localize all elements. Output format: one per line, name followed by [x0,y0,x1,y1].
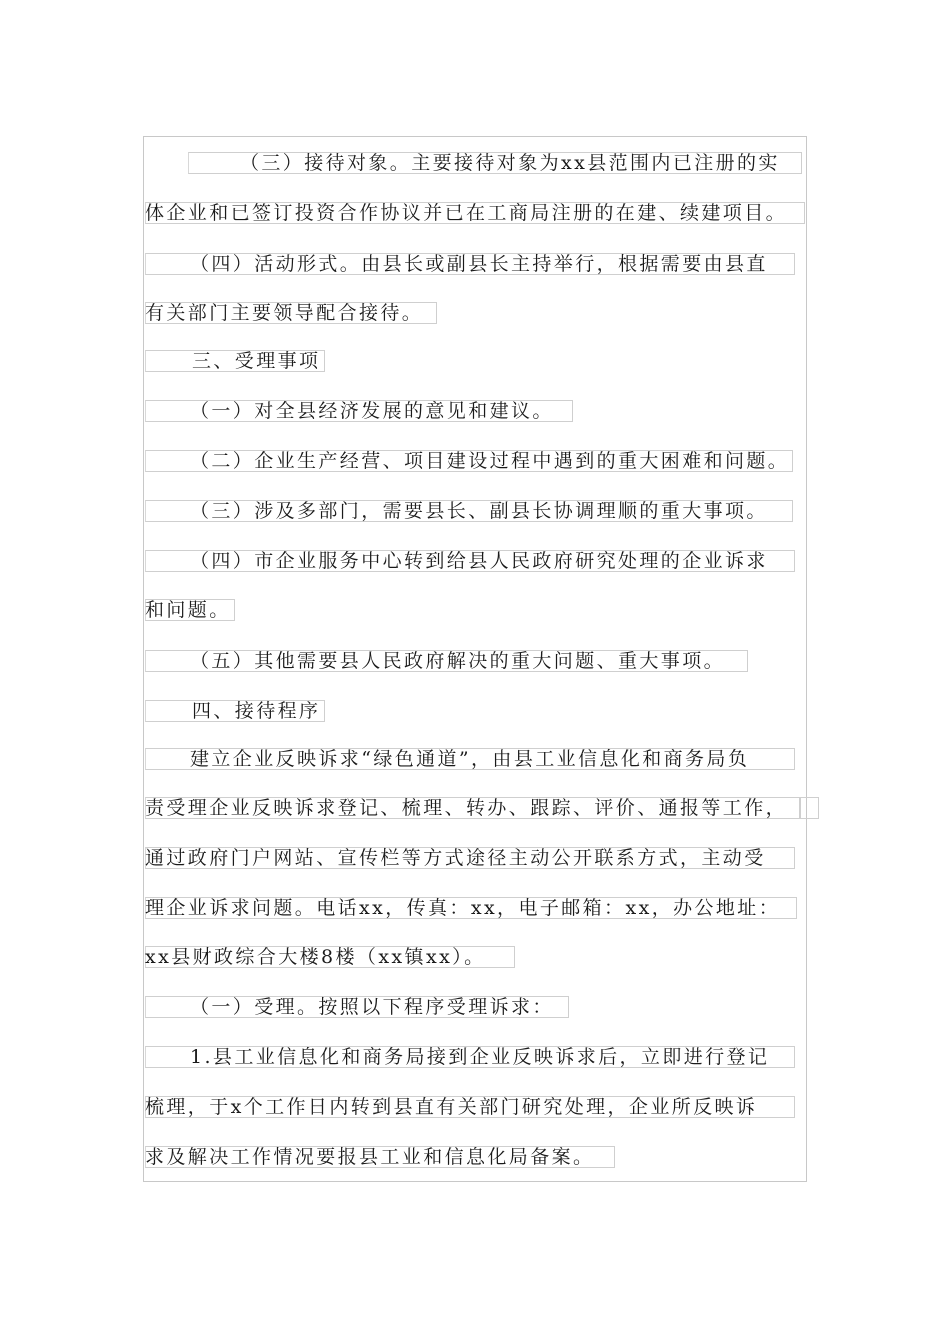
paragraph-line: 理企业诉求问题。电话xx，传真：xx，电子邮箱：xx，办公地址： [145,897,781,919]
section-heading: 三、受理事项 [192,350,321,372]
paragraph-line: xx县财政综合大楼8楼（xx镇xx）。 [145,946,486,968]
section-heading: 四、接待程序 [192,700,321,722]
paragraph-line: 通过政府门户网站、宣传栏等方式途径主动公开联系方式，主动受 [145,847,766,869]
list-item: （四）市企业服务中心转到给县人民政府研究处理的企业诉求 [190,550,768,572]
list-item: 和问题。 [145,599,231,621]
list-item: （五）其他需要县人民政府解决的重大问题、重大事项。 [190,650,726,672]
paragraph-line: 有关部门主要领导配合接待。 [145,302,424,324]
paragraph-line: 1.县工业信息化和商务局接到企业反映诉求后，立即进行登记 [190,1046,770,1068]
paragraph-line: 责受理企业反映诉求登记、梳理、转办、跟踪、评价、通报等工作， [145,797,788,819]
paragraph-line: 梳理，于x个工作日内转到县直有关部门研究处理，企业所反映诉 [145,1096,758,1118]
paragraph-line: 求及解决工作情况要报县工业和信息化局备案。 [145,1146,595,1168]
paragraph-line: （三）接待对象。主要接待对象为xx县范围内已注册的实 [240,152,780,174]
list-item: （三）涉及多部门，需要县长、副县长协调理顺的重大事项。 [190,500,768,522]
paragraph-line: 体企业和已签订投资合作协议并已在工商局注册的在建、续建项目。 [145,202,788,224]
paragraph-line: （四）活动形式。由县长或副县长主持举行，根据需要由县直 [190,253,768,275]
list-item: （二）企业生产经营、项目建设过程中遇到的重大困难和问题。 [190,450,790,472]
subsection-heading: （一）受理。按照以下程序受理诉求： [190,996,554,1018]
list-item: （一）对全县经济发展的意见和建议。 [190,400,554,422]
text-frame [800,797,819,819]
paragraph-line: 建立企业反映诉求“绿色通道”，由县工业信息化和商务局负 [190,748,750,770]
